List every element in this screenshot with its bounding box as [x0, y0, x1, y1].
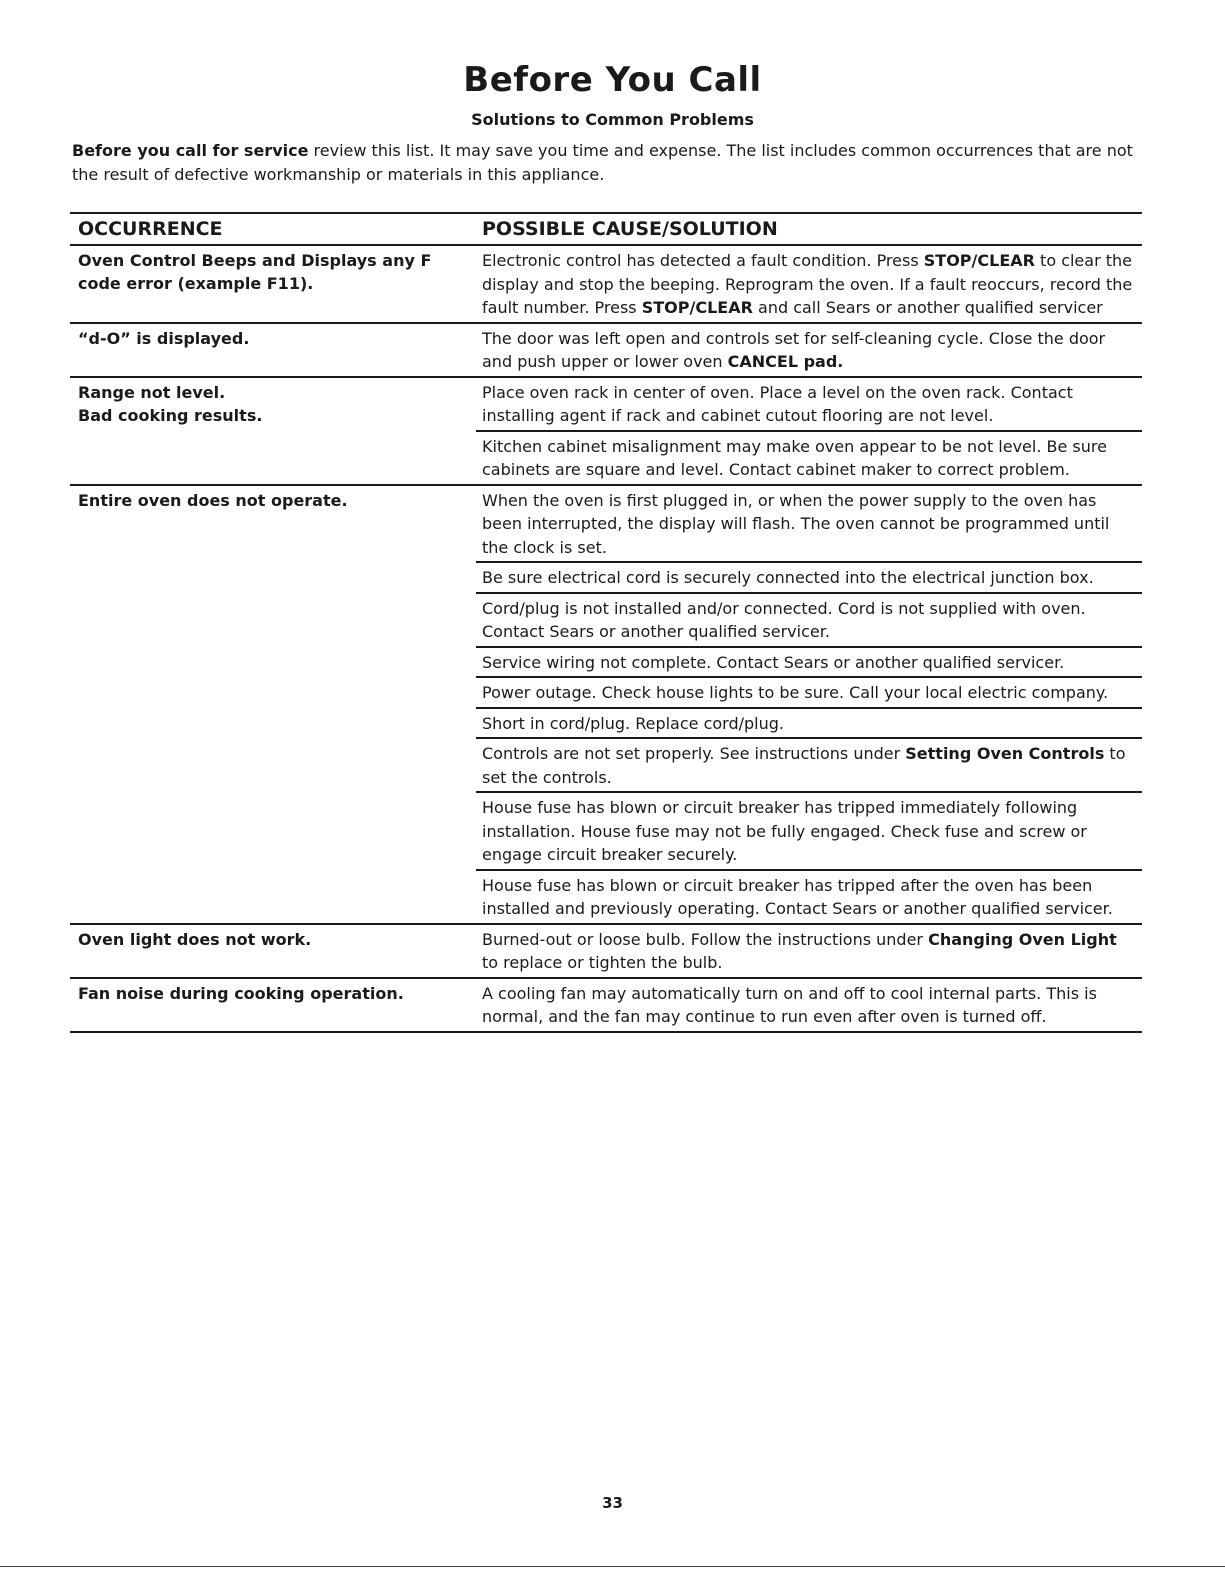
- solution-item: [476, 430, 1142, 484]
- occurrence-cell: [70, 246, 476, 322]
- occurrence-cell: [70, 979, 476, 1031]
- occurrence-text: Oven Control Beeps and Displays any F: [78, 251, 432, 270]
- solution-text: Electronic control has detected a fault condition. Press: [482, 251, 924, 270]
- column-header-solution: POSSIBLE CAUSE/SOLUTION: [482, 218, 778, 240]
- solution-text: A cooling fan may automatically turn on and off to cool internal parts. This is normal, and the fan may continue to run even after oven is turned off.: [482, 983, 1097, 1026]
- page-title: Before You Call: [463, 60, 762, 100]
- occurrence-text: Fan noise during cooking operation.: [78, 983, 404, 1003]
- solutions-cell: [476, 925, 1142, 977]
- occurrence-text: code error (example F11).: [78, 274, 314, 293]
- solution-item: [476, 324, 1142, 376]
- solution-text: Short in cord/plug. Replace cord/plug.: [482, 713, 784, 733]
- solutions-cell: [476, 979, 1142, 1031]
- bottom-rule: [0, 1566, 1225, 1567]
- solution-emphasis: STOP/CLEAR: [923, 251, 1035, 270]
- solution-text: Place oven rack in center of oven. Place a level on the oven rack. Contact installing agent if rack and cabinet cutout flooring are not level.: [482, 382, 1073, 425]
- solution-item: [476, 979, 1142, 1031]
- troubleshooting-table: [70, 212, 1142, 1033]
- solution-text: Service wiring not complete. Contact Sears or another qualified servicer.: [482, 652, 1065, 672]
- solution-emphasis: CANCEL pad.: [727, 352, 844, 371]
- solution-text: Be sure electrical cord is securely connected into the electrical junction box.: [482, 568, 1094, 587]
- solutions-cell: [476, 486, 1142, 923]
- table-header-row: [70, 214, 1142, 246]
- table-body: [70, 246, 1142, 1033]
- page-number: 33: [602, 1494, 623, 1512]
- solution-item: [476, 737, 1142, 791]
- solution-emphasis: Changing Oven Light: [928, 929, 1117, 949]
- occurrence-text: Bad cooking results.: [78, 405, 263, 425]
- occurrence-text: Entire oven does not operate.: [78, 490, 348, 510]
- solution-item: [476, 646, 1142, 677]
- occurrence-cell: [70, 486, 476, 923]
- solution-text: Kitchen cabinet misalignment may make oven appear to be not level. Be sure cabinets are square and level. Contact cabinet maker to correct problem.: [482, 436, 1107, 479]
- solution-text: Power outage. Check house lights to be sure. Call your local electric company.: [482, 683, 1109, 702]
- solution-item: [476, 378, 1142, 430]
- solution-emphasis: Setting Oven Controls: [905, 744, 1105, 763]
- intro-paragraph: [72, 139, 1144, 187]
- solutions-cell: [476, 378, 1142, 484]
- solution-text: When the oven is first plugged in, or when the power supply to the oven has been interrupted, the display will flash. The oven cannot be programmed until the clock is set.: [482, 490, 1110, 557]
- occurrence-text: Oven light does not work.: [78, 929, 312, 949]
- solution-item: [476, 707, 1142, 738]
- solution-text: and call Sears or another qualified servicer: [752, 298, 1103, 317]
- solution-text: to clear the display and stop the beeping. Reprogram the oven. If a fault reoccurs, record the fault number. Press: [482, 251, 1133, 317]
- solution-text: House fuse has blown or circuit breaker has tripped after the oven has been installed and previously operating. Contact Sears or another qualified servicer.: [482, 875, 1113, 918]
- page-subtitle: Solutions to Common Problems: [471, 110, 754, 129]
- solution-item: [476, 246, 1142, 322]
- table-row: [70, 979, 1142, 1033]
- table-row: [70, 486, 1142, 925]
- solution-item: [476, 592, 1142, 646]
- table-row: [70, 925, 1142, 979]
- table-row: [70, 324, 1142, 378]
- solution-text: Burned-out or loose bulb. Follow the instructions under: [482, 929, 929, 949]
- table-row: [70, 246, 1142, 324]
- solution-item: [476, 676, 1142, 707]
- solution-item: [476, 925, 1142, 977]
- solution-text: The door was left open and controls set for self-cleaning cycle. Close the door and push upper or lower oven: [482, 328, 1106, 371]
- solution-text: to replace or tighten the bulb.: [482, 953, 723, 972]
- solution-text: Cord/plug is not installed and/or connected. Cord is not supplied with oven. Contact Sears or another qualified servicer.: [482, 598, 1086, 641]
- solutions-cell: [476, 246, 1142, 322]
- occurrence-cell: [70, 925, 476, 977]
- intro-text: review this list. It may save you time and expense. The list includes common occurrences that are not the result of defective workmanship or materials in this appliance.: [72, 141, 1133, 184]
- solution-item: [476, 869, 1142, 923]
- solution-item: [476, 791, 1142, 869]
- occurrence-text: “d-O” is displayed.: [78, 328, 250, 348]
- solution-item: [476, 561, 1142, 592]
- table-row: [70, 378, 1142, 486]
- intro-lead: Before you call for service: [72, 141, 309, 160]
- solution-item: [476, 486, 1142, 562]
- solution-text: House fuse has blown or circuit breaker has tripped immediately following installation. House fuse may not be fully engaged. Check fuse and screw or engage circuit breaker securely.: [482, 798, 1087, 864]
- occurrence-cell: [70, 378, 476, 484]
- solution-text: Controls are not set properly. See instructions under: [482, 744, 906, 763]
- occurrence-text: Range not level.: [78, 382, 226, 402]
- solution-emphasis: STOP/CLEAR: [641, 298, 753, 317]
- solution-text: to set the controls.: [482, 744, 1126, 787]
- solutions-cell: [476, 324, 1142, 376]
- column-header-occurrence: OCCURRENCE: [78, 218, 223, 240]
- occurrence-cell: [70, 324, 476, 376]
